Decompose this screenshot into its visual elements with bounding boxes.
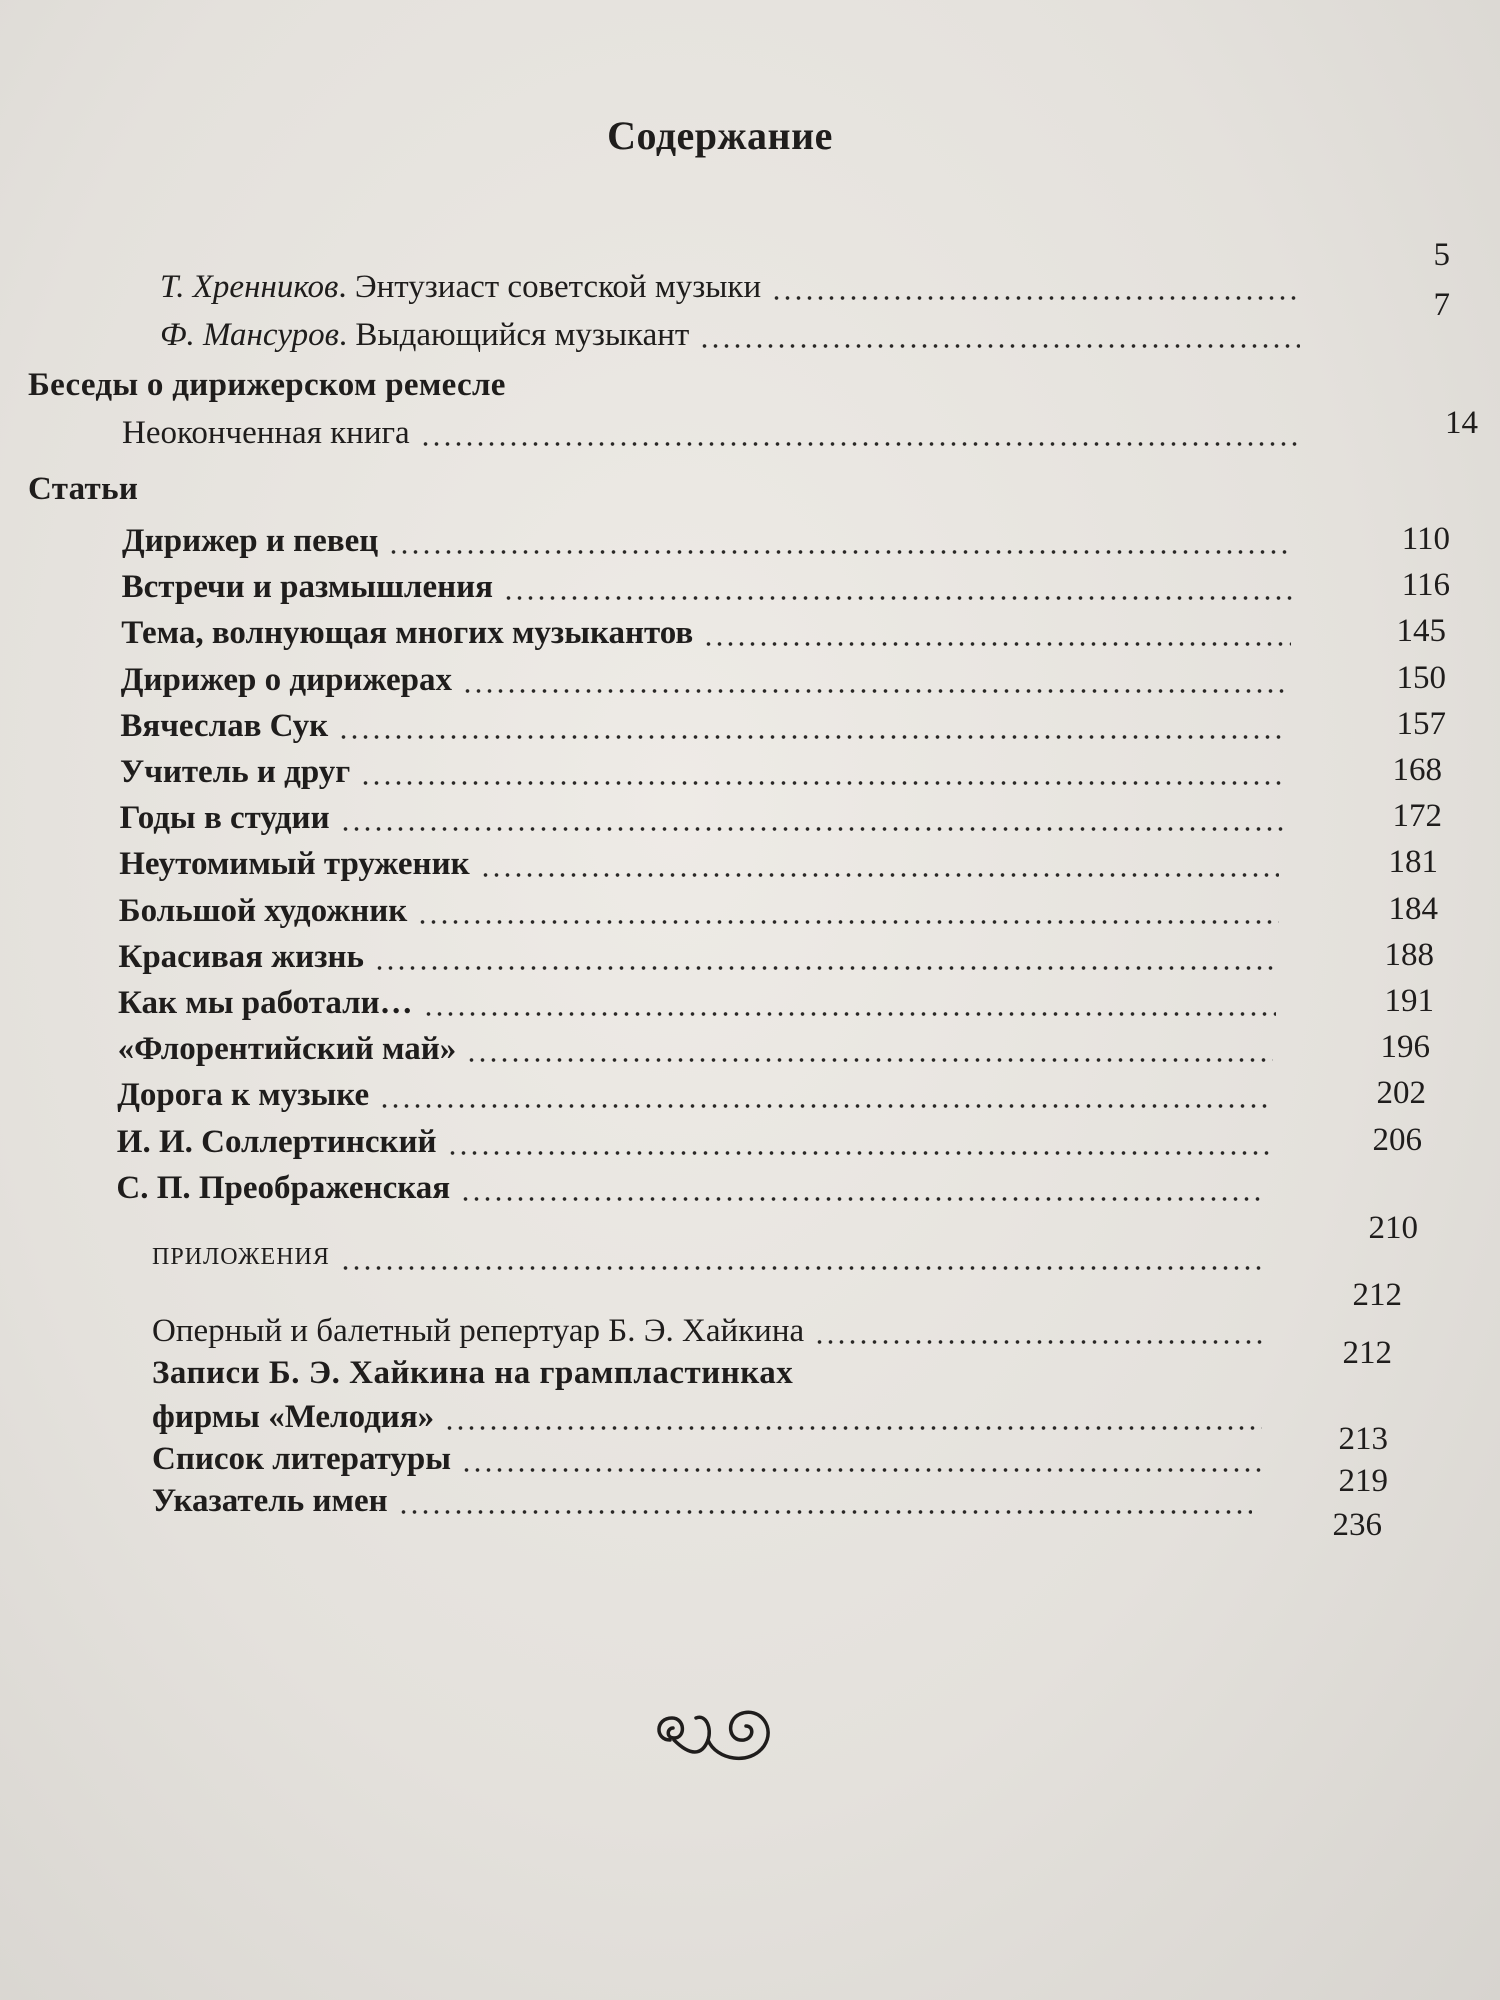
page-number: 145 bbox=[1396, 613, 1446, 650]
page-number: 14 bbox=[1445, 405, 1478, 441]
entry-author: Ф. Мансуров bbox=[160, 317, 339, 353]
entry-title: С. П. Преображенская bbox=[116, 1169, 451, 1206]
page-number: 172 bbox=[1392, 798, 1442, 835]
entry-title: Неоконченная книга bbox=[122, 415, 410, 451]
entry-title: Годы в студии bbox=[119, 800, 330, 837]
leader-dots bbox=[462, 689, 1286, 693]
page-number: 236 bbox=[1332, 1507, 1382, 1543]
toc-entry bbox=[121, 608, 1291, 654]
entry-title-line1: Записи Б. Э. Хайкина на грампластинках bbox=[152, 1355, 794, 1391]
toc-entry bbox=[152, 1392, 1262, 1438]
entry-title: Красивая жизнь bbox=[118, 938, 364, 975]
page-number: 7 bbox=[1433, 287, 1450, 323]
toc-entry bbox=[120, 793, 1283, 839]
entry-title: Учитель и друг bbox=[120, 754, 351, 790]
toc-entry bbox=[117, 1070, 1272, 1116]
toc-entry bbox=[116, 1163, 1266, 1209]
entry-title: Большой художник bbox=[118, 892, 408, 929]
toc-entry bbox=[122, 562, 1292, 608]
entry-title: . Энтузиаст советской музыки bbox=[338, 269, 762, 305]
page-title: Содержание bbox=[607, 113, 833, 158]
leader-dots bbox=[360, 781, 1283, 785]
leader-dots bbox=[461, 1468, 1262, 1472]
page-number: 188 bbox=[1384, 936, 1434, 973]
entry-title: Оперный и балетный репертуар Б. Э. Хайкина bbox=[152, 1313, 805, 1349]
section-heading: Беседы о дирижерском ремесле bbox=[28, 367, 506, 403]
leader-dots bbox=[388, 550, 1292, 554]
toc-entry bbox=[122, 516, 1292, 562]
page-number: 168 bbox=[1392, 752, 1442, 788]
entry-title: Дирижер о дирижерах bbox=[120, 661, 452, 698]
entry-title: Указатель имен bbox=[152, 1483, 388, 1519]
page-number: 150 bbox=[1396, 659, 1446, 696]
leader-dots bbox=[338, 735, 1285, 739]
page-number: 181 bbox=[1388, 844, 1438, 881]
entry-title: Неутомимый труженик bbox=[119, 846, 470, 883]
page-number: 157 bbox=[1396, 705, 1446, 742]
page-number: 206 bbox=[1372, 1121, 1422, 1158]
page-number: 212 bbox=[1352, 1277, 1402, 1313]
toc-entry bbox=[122, 408, 1300, 454]
leader-dots bbox=[703, 642, 1291, 646]
page-number: 196 bbox=[1380, 1029, 1430, 1066]
leader-dots bbox=[699, 344, 1300, 348]
leader-dots bbox=[340, 827, 1283, 831]
page-number: 191 bbox=[1384, 983, 1434, 1019]
page-number: 219 bbox=[1338, 1463, 1388, 1499]
entry-title: «Флорентийский май» bbox=[117, 1031, 457, 1068]
entry-title: Дирижер и певец bbox=[122, 523, 379, 559]
toc-entry bbox=[121, 655, 1286, 701]
page-number: 184 bbox=[1388, 890, 1438, 927]
entry-title: . Выдающийся музыкант bbox=[338, 317, 690, 353]
leader-dots bbox=[771, 296, 1300, 300]
toc-entry bbox=[120, 701, 1285, 747]
toc-entry bbox=[120, 747, 1283, 793]
toc-entry bbox=[118, 1024, 1273, 1070]
leader-dots bbox=[466, 1058, 1272, 1062]
leader-dots bbox=[460, 1197, 1266, 1201]
entry-title: Дорога к музыке bbox=[117, 1077, 370, 1114]
toc-entry bbox=[117, 1117, 1269, 1163]
toc-entry bbox=[152, 1306, 1262, 1352]
page-number: 5 bbox=[1433, 237, 1450, 273]
page-number: 116 bbox=[1401, 567, 1450, 604]
entry-title: Список литературы bbox=[152, 1441, 452, 1477]
leader-dots bbox=[417, 920, 1279, 924]
toc-entry-intro-2 bbox=[160, 310, 1300, 356]
entry-title: И. И. Соллертинский bbox=[116, 1123, 437, 1160]
toc-entry-appendix bbox=[152, 1232, 1262, 1278]
entry-title: Как мы работали… bbox=[118, 985, 413, 1021]
section-heading: Статьи bbox=[28, 471, 139, 507]
entry-title-line2: фирмы «Мелодия» bbox=[152, 1399, 435, 1435]
entry-title: Вячеслав Сук bbox=[120, 707, 329, 744]
ornament-icon bbox=[650, 1700, 780, 1770]
toc-entry bbox=[152, 1434, 1262, 1480]
leader-dots bbox=[480, 873, 1280, 877]
page-number: 213 bbox=[1338, 1421, 1388, 1457]
page-number: 210 bbox=[1368, 1209, 1418, 1246]
leader-dots bbox=[420, 442, 1300, 446]
page-number: 212 bbox=[1342, 1335, 1392, 1371]
entry-author: Т. Хренников bbox=[160, 269, 339, 305]
leader-dots bbox=[503, 596, 1292, 600]
leader-dots bbox=[340, 1266, 1262, 1270]
leader-dots bbox=[423, 1012, 1276, 1016]
entry-title: Встречи и размышления bbox=[121, 569, 493, 606]
leader-dots bbox=[374, 966, 1276, 970]
leader-dots bbox=[814, 1340, 1262, 1344]
leader-dots bbox=[447, 1151, 1269, 1155]
appendix-heading: ПРИЛОЖЕНИЯ bbox=[152, 1244, 330, 1270]
toc-entry bbox=[118, 932, 1276, 978]
toc-entry bbox=[119, 839, 1279, 885]
toc-entry bbox=[119, 886, 1279, 932]
leader-dots bbox=[444, 1426, 1262, 1430]
entry-title: Тема, волнующая многих музыкантов bbox=[121, 615, 694, 652]
toc-entry-intro-1 bbox=[160, 262, 1300, 308]
toc-entry bbox=[152, 1476, 1252, 1522]
leader-dots bbox=[379, 1104, 1272, 1108]
leader-dots bbox=[398, 1510, 1252, 1514]
toc-entry bbox=[118, 978, 1276, 1024]
page-number: 110 bbox=[1401, 521, 1450, 557]
page-number: 202 bbox=[1376, 1075, 1426, 1112]
